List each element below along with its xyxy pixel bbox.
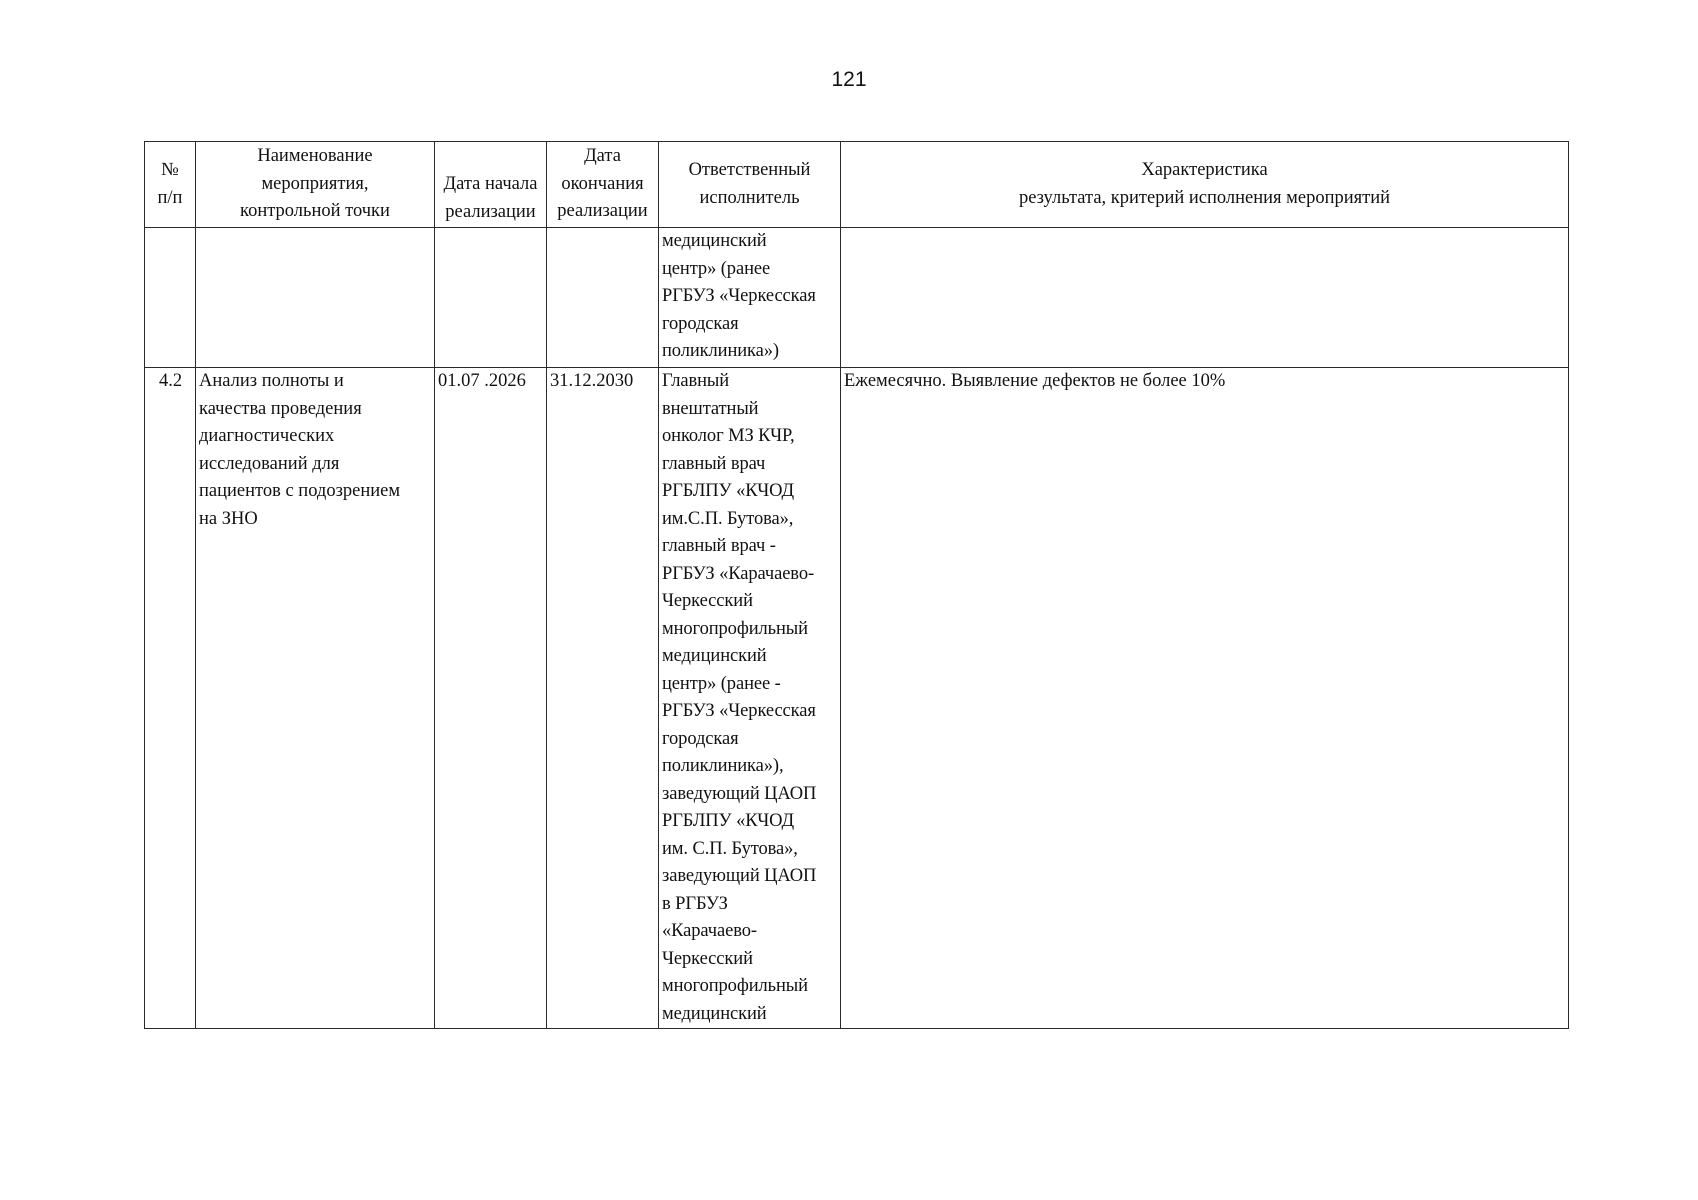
cell-responsible: Главный внештатный онколог МЗ КЧР, главный врач РГБЛПУ «КЧОД им.С.П. Бутова», главный врач - РГБУЗ «Карачаево- Черкесский многопрофильный медицинский центр» (ранее - РГБУЗ «Черкесская городская поликлиника»), заведующий ЦАОП РГБЛПУ «КЧОД им. С.П. Бутова», заведующий ЦАОП в РГБУЗ «Карачаево- Черкесский многопрофильный медицинский [659,368,841,1029]
cell-name: Анализ полноты и качества проведения диагностических исследований для пациентов с подозрением на ЗНО [196,368,435,1029]
table-row-continuation [145,228,1569,368]
header-name: Наименование мероприятия, контрольной точки [196,142,435,228]
events-table [144,141,1569,1029]
header-start-date: Дата начала реализации [435,142,547,228]
cell-end-date [547,228,659,368]
cell-num [145,228,196,368]
cell-name [196,228,435,368]
table-row-4-2 [145,368,1569,1029]
page-number: 121 [831,68,867,91]
cell-result: Ежемесячно. Выявление дефектов не более 10% [841,368,1569,1029]
header-result: Характеристика результата, критерий исполнения мероприятий [841,142,1569,228]
cell-result [841,228,1569,368]
header-num: № п/п [145,142,196,228]
table-header-row [145,142,1569,228]
header-responsible: Ответственный исполнитель [659,142,841,228]
cell-num: 4.2 [145,368,196,1029]
cell-start-date: 01.07 .2026 [435,368,547,1029]
header-end-date: Дата окончания реализации [547,142,659,228]
cell-responsible: медицинский центр» (ранее РГБУЗ «Черкесская городская поликлиника») [659,228,841,368]
cell-end-date: 31.12.2030 [547,368,659,1029]
cell-start-date [435,228,547,368]
